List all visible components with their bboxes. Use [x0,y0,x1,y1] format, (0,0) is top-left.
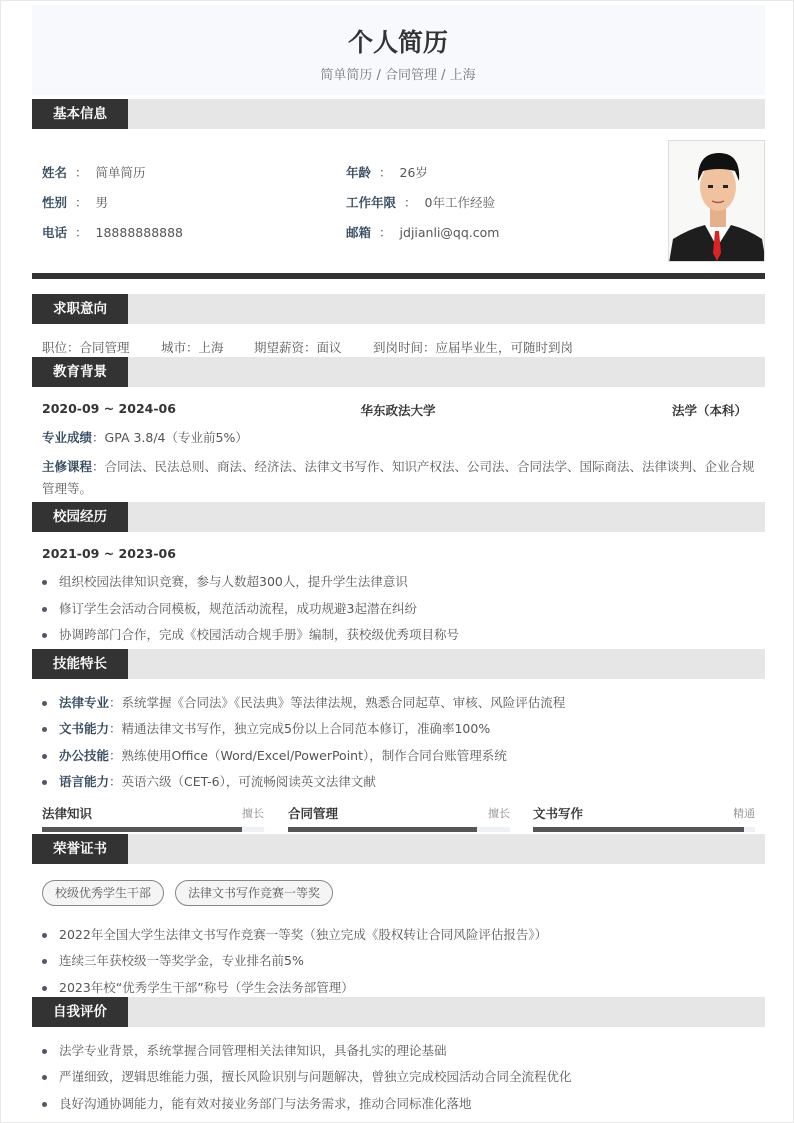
section-title: 教育背景 [32,357,128,387]
skill-bar-level: 擅长 [242,807,264,820]
courses-label: 主修课程 [42,459,93,474]
field-value: 简单简历 [95,165,146,180]
field-value: 男 [95,195,109,210]
section-education [32,357,765,387]
list-item: 2022年全国大学生法律文书写作竞赛一等奖（独立完成《股权转让合同风险评估报告》） [42,925,547,943]
list-item: 协调跨部门合作，完成《校园活动合规手册》编制，获校级优秀项目称号 [42,625,459,643]
field-value: jdjianli@qq.com [399,225,500,240]
progress-fill [288,827,477,832]
field-label: 邮箱 [346,225,372,240]
intent-salary: 期望薪资：面议 [254,340,342,355]
page-title: 个人简历 [347,28,448,57]
skill-bar-name: 文书写作 [533,806,584,821]
progress-fill [533,827,744,832]
gpa-value: ：GPA 3.8/4（专业前5%） [92,430,248,445]
edu-gpa [42,428,248,446]
honor-tag: 校级优秀学生干部 [42,880,164,906]
section-title: 求职意向 [32,294,128,324]
field-phone [42,223,183,241]
list-item: 良好沟通协调能力，能有效对接业务部门与法务需求，推动合同标准化落地 [42,1094,472,1112]
sep: ： [75,195,88,210]
progress-track [533,827,755,832]
skill-bar-name: 法律知识 [42,806,93,821]
sep: ： [75,225,88,240]
section-job-intent [32,294,765,324]
field-label: 年龄 [346,165,372,180]
list-item: 2023年校“优秀学生干部”称号（学生会法务部管理） [42,978,354,996]
list-item [42,772,376,790]
skill-text: ：系统掌握《合同法》《民法典》等法律法规，熟悉合同起草、审核、风险评估流程 [109,695,566,710]
skill-bar-level: 擅长 [488,807,510,820]
edu-major: 法学（本科） [671,403,747,418]
progress-fill [42,827,242,832]
field-value: 0年工作经验 [424,195,495,210]
list-item: 组织校园法律知识竞赛，参与人数超300人，提升学生法律意识 [42,572,408,590]
list-item: 严谨细致，逻辑思维能力强，擅长风险识别与问题解决，曾独立完成校园活动合同全流程优化 [42,1067,572,1085]
edu-period: 2020-09 ~ 2024-06 [42,401,176,416]
skill-text: ：英语六级（CET-6），可流畅阅读英文法律文献 [109,774,376,789]
field-experience [346,193,495,211]
gpa-label: 专业成绩 [42,430,93,445]
list-item: 连续三年获校级一等奖学金，专业排名前5% [42,951,304,969]
intent-position: 职位：合同管理 [42,340,130,355]
skill-label: 法律专业 [59,695,110,710]
field-label: 姓名 [42,165,68,180]
sep: ： [379,225,392,240]
skill-label: 文书能力 [59,721,110,736]
progress-track [288,827,510,832]
list-item [42,719,490,737]
field-age [346,163,428,181]
progress-track [42,827,264,832]
sep: ： [404,195,417,210]
list-item: 法学专业背景，系统掌握合同管理相关法律知识，具备扎实的理论基础 [42,1041,447,1059]
section-campus [32,502,765,532]
field-value: 18888888888 [95,225,184,240]
field-name [42,163,146,181]
field-label: 性别 [42,195,68,210]
skill-text: ：熟练使用Office（Word/Excel/PowerPoint），制作合同台账管理系统 [109,748,507,763]
section-skills [32,649,765,679]
list-item: 修订学生会活动合同模板，规范活动流程，成功规避3起潜在纠纷 [42,599,417,617]
section-title: 荣誉证书 [32,834,128,864]
section-title: 技能特长 [32,649,128,679]
field-value: 26岁 [399,165,428,180]
section-basic-info [32,99,765,129]
sep: ： [75,165,88,180]
skill-bar-level: 精通 [733,807,755,820]
skill-label: 办公技能 [59,748,110,763]
skill-bar-name: 合同管理 [288,806,339,821]
edu-courses [42,456,757,500]
list-item [42,693,565,711]
intent-arrival: 到岗时间：应届毕业生，可随时到岗 [373,340,574,355]
intent-city: 城市：上海 [161,340,224,355]
field-label: 电话 [42,225,68,240]
field-label: 工作年限 [346,195,397,210]
avatar-photo [668,140,765,262]
sep: ： [379,165,392,180]
page-subtitle: 简单简历 / 合同管理 / 上海 [320,68,476,83]
divider [32,273,765,279]
section-honors [32,834,765,864]
field-email [346,223,499,241]
campus-period: 2021-09 ~ 2023-06 [42,546,176,561]
honor-tag: 法律文书写作竞赛一等奖 [175,880,333,906]
section-title: 自我评价 [32,997,128,1027]
section-title: 基本信息 [32,99,128,129]
skill-text: ：精通法律文书写作，独立完成5份以上合同范本修订，准确率100% [109,721,491,736]
list-item [42,746,507,764]
section-self-eval [32,997,765,1027]
section-title: 校园经历 [32,502,128,532]
courses-value: ：合同法、民法总则、商法、经济法、法律文书写作、知识产权法、公司法、合同法学、国际商法、法律谈判、企业合规管理等。 [42,459,755,496]
skill-label: 语言能力 [59,774,110,789]
edu-school: 华东政法大学 [360,403,436,418]
field-gender [42,193,108,211]
